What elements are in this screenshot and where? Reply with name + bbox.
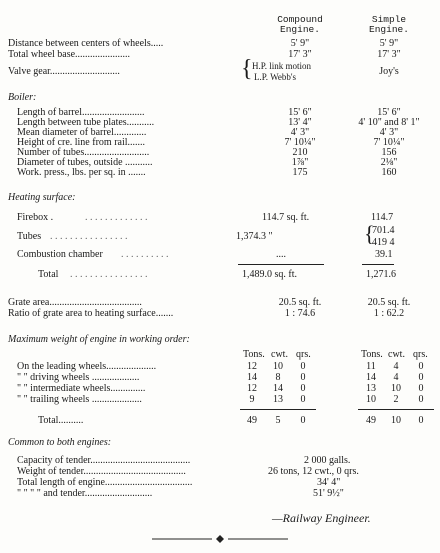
weight-c-cwt-1: 8 (275, 372, 281, 383)
weight-c-tons-0: 12 (247, 361, 257, 372)
compound-header-line1: Compound (277, 14, 323, 25)
weight-s-cwt-0: 4 (393, 361, 399, 372)
weight-s-tons-1: 14 (366, 372, 376, 383)
weight-total-rule-compound (240, 409, 316, 410)
brace-glyph: { (241, 56, 253, 82)
common-value-3: 51' 9½" (313, 488, 344, 499)
boiler-compound-0: 15' 6" (288, 107, 312, 118)
heating-firebox-label: Firebox . (17, 212, 54, 223)
weight-total-c-cwt: 5 (275, 415, 281, 426)
boiler-simple-3: 7' 10¼" (373, 137, 405, 148)
boiler-compound-1: 13' 4" (288, 117, 312, 128)
weight-unit-qrs-compound: qrs. (296, 349, 311, 360)
general-compound-0: 5' 9" (290, 38, 310, 49)
weight-s-tons-3: 10 (366, 394, 376, 405)
common-value-2: 34' 4" (317, 477, 341, 488)
boiler-compound-5: 1⅞" (291, 157, 309, 168)
weight-c-tons-2: 12 (247, 383, 257, 394)
simple-header-line2: Engine. (369, 24, 409, 35)
boiler-label-2: Mean diameter of barrel............. (17, 127, 147, 138)
boiler-compound-6: 175 (292, 167, 308, 178)
boiler-simple-4: 156 (381, 147, 397, 158)
grate-simple-1: 1 : 62.2 (373, 308, 405, 319)
grate-compound-0: 20.5 sq. ft. (278, 297, 322, 308)
weight-total-s-tons: 49 (366, 415, 376, 426)
source-credit: —Railway Engineer. (272, 511, 371, 525)
heating-firebox-compound: 114.7 sq. ft. (262, 212, 310, 223)
boiler-simple-2: 4' 3" (379, 127, 399, 138)
heating-firebox-simple: 114.7 (371, 212, 394, 223)
weight-c-qrs-3: 0 (300, 394, 306, 405)
weight-unit-qrs-simple: qrs. (413, 349, 428, 360)
heating-tubes-label: Tubes (17, 231, 42, 242)
general-compound-1: 17' 3" (288, 49, 312, 60)
grate-label-1: Ratio of grate area to heating surface....... (8, 308, 174, 319)
heating-tubes-simple-b: 419 4 (372, 237, 395, 248)
weight-unit-tons-simple: Tons. (361, 349, 383, 360)
weight-unit-tons-compound: Tons. (243, 349, 265, 360)
general-label-0: Distance between centers of wheels..... (8, 38, 164, 49)
boiler-label-0: Length of barrel......................... (17, 107, 145, 118)
boiler-title: Boiler: (8, 92, 37, 103)
weight-label-1: " " driving wheels ................... (17, 372, 140, 383)
weight-c-qrs-0: 0 (300, 361, 306, 372)
valve-compound-line1: H.P. link motion (252, 61, 312, 71)
boiler-compound-2: 4' 3" (290, 127, 310, 138)
weight-total-label: Total.......... (38, 415, 84, 426)
weight-total-c-tons: 49 (247, 415, 257, 426)
heating-total-rule-compound (238, 264, 324, 265)
weight-c-qrs-2: 0 (300, 383, 306, 394)
tubes-leader: . . . . . . . . . . . . . . . . (50, 231, 128, 242)
heating-combustion-label: Combustion chamber (17, 249, 103, 260)
heating-tubes-compound: 1,374.3 " (236, 231, 273, 242)
common-label-2: Total length of engine................................... (17, 477, 193, 488)
weight-c-tons-3: 9 (249, 394, 255, 405)
boiler-compound-4: 210 (292, 147, 308, 158)
weight-unit-cwt-compound: cwt. (271, 349, 288, 360)
boiler-label-6: Work. press., lbs. per sq. in ....... (17, 167, 146, 178)
weight-s-tons-2: 13 (366, 383, 376, 394)
common-title: Common to both engines: (8, 437, 112, 448)
weight-label-0: On the leading wheels.................... (17, 361, 157, 372)
weight-c-qrs-1: 0 (300, 372, 306, 383)
heating-total-label: Total (38, 269, 59, 280)
weight-label-3: " " trailing wheels .................... (17, 394, 142, 405)
simple-header-line1: Simple (371, 14, 407, 25)
weight-c-tons-1: 14 (247, 372, 257, 383)
general-label-2: Valve gear............................ (8, 66, 120, 77)
general-simple-2: Joy's (379, 66, 399, 77)
boiler-simple-5: 2⅛" (380, 157, 398, 168)
grate-label-0: Grate area..................................... (8, 297, 142, 308)
weight-s-qrs-1: 0 (418, 372, 424, 383)
weight-c-cwt-2: 14 (273, 383, 283, 394)
weight-label-2: " " intermediate wheels.............. (17, 383, 146, 394)
weight-total-s-qrs: 0 (418, 415, 424, 426)
weight-title: Maximum weight of engine in working order: (8, 334, 190, 345)
grate-simple-0: 20.5 sq. ft. (367, 297, 411, 308)
ornamental-divider (150, 533, 290, 545)
weight-s-tons-0: 11 (366, 361, 376, 372)
weight-c-cwt-3: 13 (273, 394, 283, 405)
heating-total-compound: 1,489.0 sq. ft. (242, 269, 297, 280)
weight-c-cwt-0: 10 (273, 361, 283, 372)
heating-title: Heating surface: (8, 192, 76, 203)
total-leader: . . . . . . . . . . . . . . . . (70, 269, 148, 280)
boiler-simple-1: 4' 10" and 8' 1" (358, 117, 420, 128)
weight-s-cwt-3: 2 (393, 394, 399, 405)
firebox-leader: . . . . . . . . . . . . . (85, 212, 148, 223)
valve-compound-line2: L.P. Webb's (254, 72, 296, 82)
general-label-1: Total wheel base...................... (8, 49, 131, 60)
compound-header-line2: Engine. (280, 24, 320, 35)
common-value-1: 26 tons, 12 cwt., 0 qrs. (268, 466, 359, 477)
boiler-label-5: Diameter of tubes, outside ........... (17, 157, 153, 168)
weight-s-qrs-0: 0 (418, 361, 424, 372)
common-value-0: 2 000 galls. (304, 455, 351, 466)
heating-combustion-compound: .... (276, 249, 286, 260)
weight-total-c-qrs: 0 (300, 415, 306, 426)
common-label-3: " " " " and tender........................... (17, 488, 153, 499)
weight-s-cwt-2: 10 (391, 383, 401, 394)
brace-glyph: { (364, 221, 375, 246)
weight-unit-cwt-simple: cwt. (388, 349, 405, 360)
combustion-leader: . . . . . . . . . . (121, 249, 169, 260)
heating-tubes-simple-a: 701.4 (372, 225, 395, 236)
common-label-1: Weight of tender......................................... (17, 466, 186, 477)
weight-s-cwt-1: 4 (393, 372, 399, 383)
boiler-simple-0: 15' 6" (377, 107, 401, 118)
grate-compound-1: 1 : 74.6 (284, 308, 316, 319)
boiler-simple-6: 160 (381, 167, 397, 178)
boiler-label-3: Height of cre. line from rail....... (17, 137, 146, 148)
general-simple-1: 17' 3" (377, 49, 401, 60)
boiler-compound-3: 7' 10¼" (284, 137, 316, 148)
common-label-0: Capacity of tender........................................ (17, 455, 191, 466)
general-simple-0: 5' 9" (379, 38, 399, 49)
boiler-label-4: Number of tubes.......................... (17, 147, 150, 158)
weight-s-qrs-3: 0 (418, 394, 424, 405)
weight-total-rule-simple (358, 409, 434, 410)
weight-total-s-cwt: 10 (391, 415, 401, 426)
heating-combustion-simple: 39.1 (375, 249, 393, 260)
heating-total-rule-simple (362, 264, 394, 265)
heating-total-simple: 1,271.6 (366, 269, 396, 280)
weight-s-qrs-2: 0 (418, 383, 424, 394)
boiler-label-1: Length between tube plates........... (17, 117, 155, 128)
